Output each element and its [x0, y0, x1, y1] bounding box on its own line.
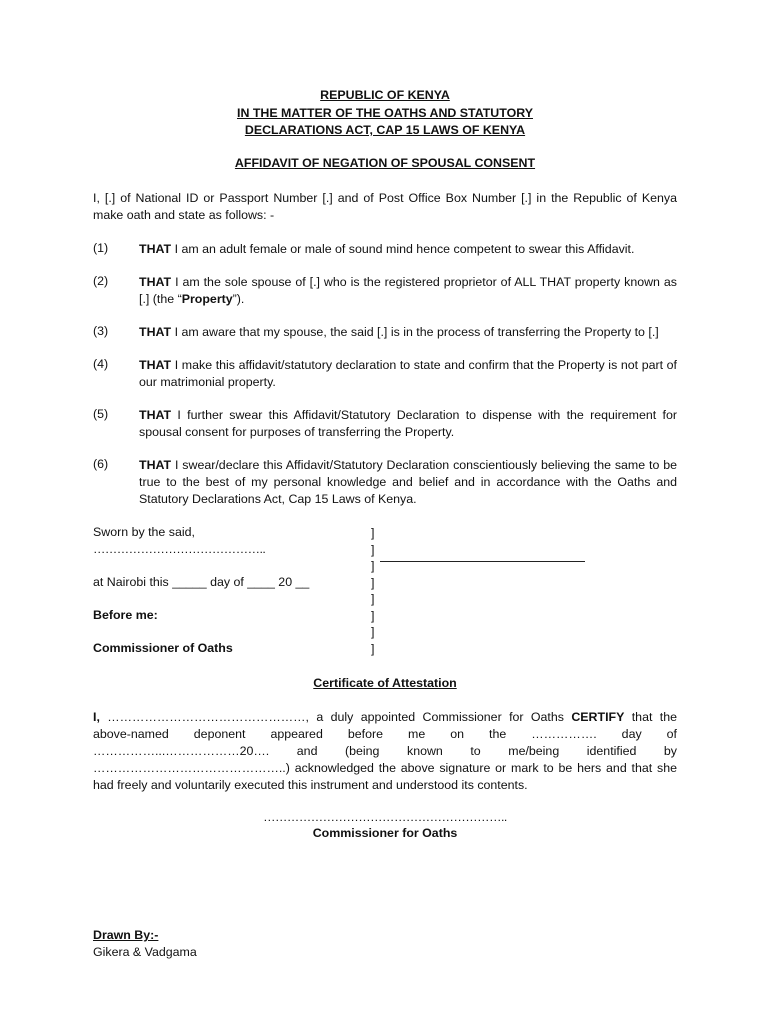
header-line-3: DECLARATIONS ACT, CAP 15 LAWS OF KENYA: [244, 123, 526, 137]
clause-1: [139, 241, 677, 258]
certificate-line-4: ………………………………………..) acknowledged the above signature or mark to be hers and that she had freely and voluntarily executed this instrument and understood its contents.: [93, 761, 677, 792]
jurat-bracket: ]: [371, 642, 375, 656]
document-title: AFFIDAVIT OF NEGATION OF SPOUSAL CONSENT: [234, 156, 536, 170]
clause-lead: THAT: [139, 458, 172, 472]
drawn-by-firm: Gikera & Vadgama: [93, 945, 197, 959]
commissioner-for-oaths-label: Commissioner for Oaths: [312, 826, 458, 840]
clause-text: I swear/declare this Affidavit/Statutory Declaration conscientiously believing the same to be true to the best of my personal knowledge and belief and in accordance with the Oaths and Statutory Declarations Act, Cap 15 Laws of Kenya.: [139, 458, 677, 506]
commissioner-signature-dots: ……………………………………………………..: [263, 810, 507, 824]
clause-text: I am aware that my spouse, the said [.] is in the process of transferring the Property to [.]: [171, 325, 659, 339]
jurat-bracket: ]: [371, 592, 375, 606]
jurat-bracket: ]: [371, 526, 375, 540]
clause-number: (2): [93, 274, 109, 288]
clause-bold-term: Property: [181, 292, 233, 306]
cert-certify: CERTIFY: [571, 710, 625, 724]
clause-2: [139, 274, 677, 308]
header-line-1: REPUBLIC OF KENYA: [320, 88, 450, 102]
jurat-sworn: Sworn by the said,: [93, 525, 195, 539]
clause-lead: THAT: [139, 358, 172, 372]
clause-lead: THAT: [139, 242, 172, 256]
clause-number: (1): [93, 241, 109, 255]
intro-paragraph: I, [.] of National ID or Passport Number [.] and of Post Office Box Number [.] in the Republic of Kenya make oath and state as follows: -: [93, 191, 677, 222]
clause-number: (6): [93, 457, 109, 471]
certificate-line-3: ……………...………………20…. and (being known to me/being identified by: [93, 744, 677, 758]
certificate-line-2: above-named deponent appeared before me on the ……………. day of: [93, 727, 677, 741]
jurat-bracket: ]: [371, 625, 375, 639]
deponent-signature-line: [380, 561, 585, 562]
jurat-bracket: ]: [371, 576, 375, 590]
cert-text: …………………………………………, a duly appointed Commissioner for Oaths: [99, 710, 572, 724]
clause-text: I am an adult female or male of sound mind hence competent to swear this Affidavit.: [171, 242, 635, 256]
jurat-bracket: ]: [371, 609, 375, 623]
clause-number: (5): [93, 407, 109, 421]
clause-6: [139, 457, 677, 508]
clause-lead: THAT: [139, 325, 172, 339]
clause-4: [139, 357, 677, 391]
clause-number: (3): [93, 324, 109, 338]
jurat-dots: ……………………………………..: [93, 542, 266, 556]
clause-text: I am the sole spouse of [.] who is the registered proprietor of ALL THAT property known as [.] (the “: [139, 275, 677, 306]
certificate-line-1: [93, 709, 677, 726]
clause-5: [139, 407, 677, 441]
cert-lead: I,: [93, 710, 100, 724]
jurat-commissioner: Commissioner of Oaths: [93, 641, 233, 655]
jurat-at-nairobi: at Nairobi this _____ day of ____ 20 __: [93, 575, 310, 589]
clause-text: I further swear this Affidavit/Statutory Declaration to dispense with the requirement for spousal consent for purposes of transferring the Property.: [139, 408, 677, 439]
clause-text-end: ”).: [232, 292, 245, 306]
certificate-title: Certificate of Attestation: [313, 676, 457, 690]
clause-number: (4): [93, 357, 109, 371]
clause-text: I make this affidavit/statutory declaration to state and confirm that the Property is not part of our matrimonial property.: [139, 358, 677, 389]
jurat-bracket: ]: [371, 559, 375, 573]
clause-lead: THAT: [139, 408, 172, 422]
clause-lead: THAT: [139, 275, 172, 289]
drawn-by-label: Drawn By:-: [93, 928, 159, 942]
cert-text-end: that the: [624, 710, 678, 724]
header-line-2: IN THE MATTER OF THE OATHS AND STATUTORY: [237, 106, 533, 120]
jurat-before-me: Before me:: [93, 608, 158, 622]
clause-3: [139, 324, 677, 341]
jurat-bracket: ]: [371, 543, 375, 557]
